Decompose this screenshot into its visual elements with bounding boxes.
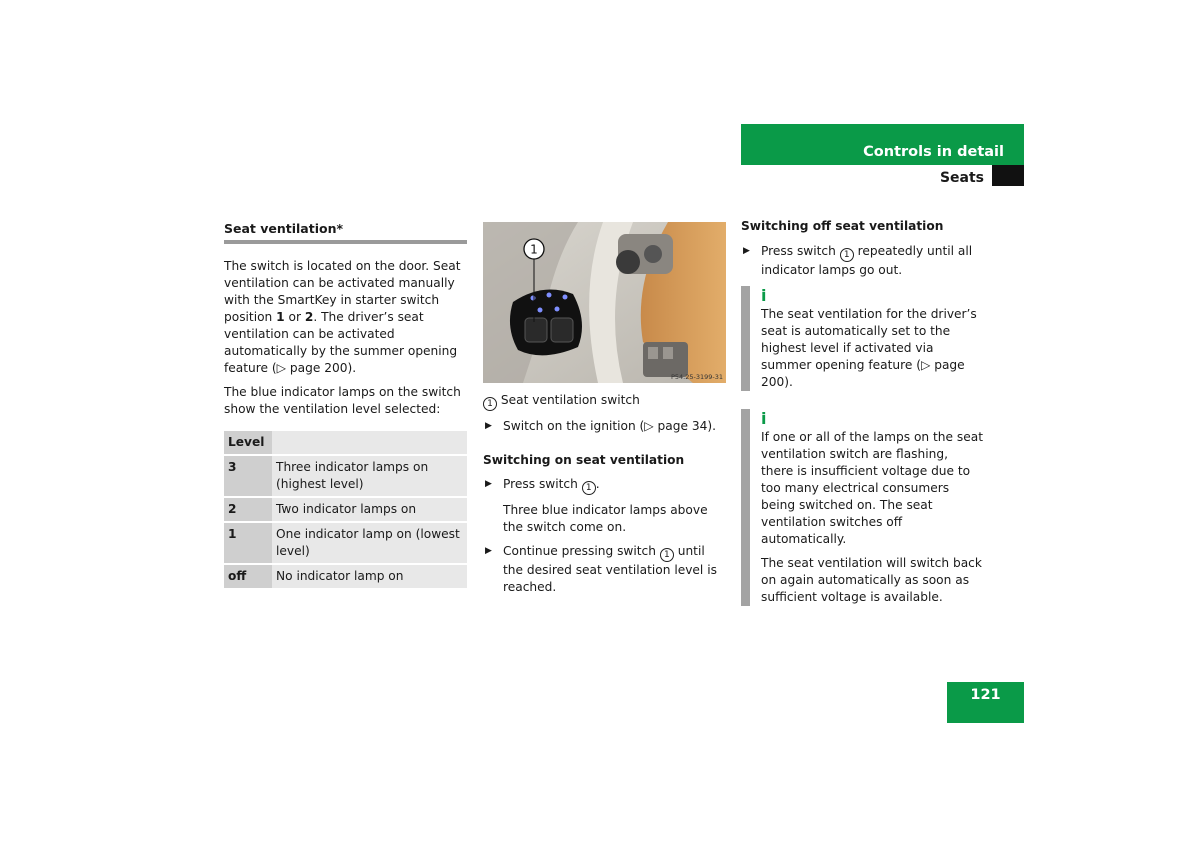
switching-on-heading: Switching on seat ventilation [483, 453, 685, 467]
info-icon: i [761, 286, 767, 305]
note-text: The seat ventilation will switch back on again automatically as soon as sufficient voltage is available. [761, 556, 982, 604]
table-cell-desc: Two indicator lamps on [272, 497, 467, 522]
seat-ventilation-heading: Seat ventilation* [224, 221, 344, 236]
info-note-summer [741, 286, 984, 391]
table-cell-level: 2 [224, 497, 272, 522]
callout-number: 1 [582, 481, 596, 495]
table-cell-level: 3 [224, 455, 272, 497]
table-header-desc [272, 431, 467, 455]
left-column [224, 218, 467, 590]
door-switch-photo [483, 222, 726, 383]
table-cell-level: 1 [224, 522, 272, 564]
table-cell-level: off [224, 564, 272, 589]
info-note-voltage [741, 409, 984, 606]
table-cell-desc: One indicator lamp on (lowest level) [272, 522, 467, 564]
table-cell-desc: No indicator lamp on [272, 564, 467, 589]
level-table [224, 431, 467, 590]
table-row [224, 497, 467, 522]
header-section-bar [741, 124, 1024, 165]
table-row [224, 455, 467, 497]
table-header-row [224, 431, 467, 455]
step-result: Three blue indicator lamps above the switch come on. [503, 503, 708, 534]
info-icon: i [761, 409, 767, 428]
indicator-paragraph: The blue indicator lamps on the switch show the ventilation level selected: [224, 385, 461, 416]
table-header-level: Level [224, 431, 272, 455]
callout-number: 1 [660, 548, 674, 562]
ventilation-switch [510, 290, 582, 356]
note-text: If one or all of the lamps on the seat ventilation switch are flashing, there is insufficient voltage due to too many electrical consumers being switched on. The seat ventilation switches off automatically. [761, 430, 983, 546]
section-title: Controls in detail [863, 144, 1004, 160]
step-press-switch: ▶ Press switch 1 . [485, 477, 600, 493]
heading-rule [224, 218, 467, 244]
photo-callout-number: 1 [530, 242, 538, 257]
middle-column [483, 392, 726, 596]
table-row [224, 522, 467, 564]
callout-number: 1 [483, 397, 497, 411]
note-bar [741, 409, 750, 606]
note-text: The seat ventilation for the driver’s seat is automatically set to the highest level if activated via summer opening feature (▷ page 200). [761, 307, 977, 389]
step-ignition: ▶ Switch on the ignition (▷ page 34). [485, 419, 717, 433]
switching-off-heading: Switching off seat ventilation [741, 219, 944, 233]
right-column [741, 218, 984, 606]
intro-paragraph: The switch is located on the door. Seat ventilation can be activated manually with the SmartKey in starter switch position 1 or 2. The driver’s seat ventilation can be activated automatically by the summer opening feature (▷ page 200). [224, 259, 461, 375]
step-continue-pressing: ▶ Continue pressing switch 1 until the desired seat ventilation level is reached. [485, 544, 717, 594]
note-bar [741, 286, 750, 391]
subsection-marker [992, 165, 1024, 186]
photo-caption: 1 Seat ventilation switch [483, 392, 726, 411]
table-cell-desc: Three indicator lamps on (highest level) [272, 455, 467, 497]
photo-code: P54.25-3199-31 [670, 373, 723, 381]
table-row [224, 564, 467, 589]
step-switch-off: ▶ Press switch 1 repeatedly until all indicator lamps go out. [743, 244, 973, 277]
subsection-title: Seats [939, 170, 984, 186]
callout-number: 1 [840, 248, 854, 262]
page-number-box [947, 682, 1024, 723]
page-number: 121 [970, 687, 1001, 703]
subsection-bar [741, 165, 992, 186]
